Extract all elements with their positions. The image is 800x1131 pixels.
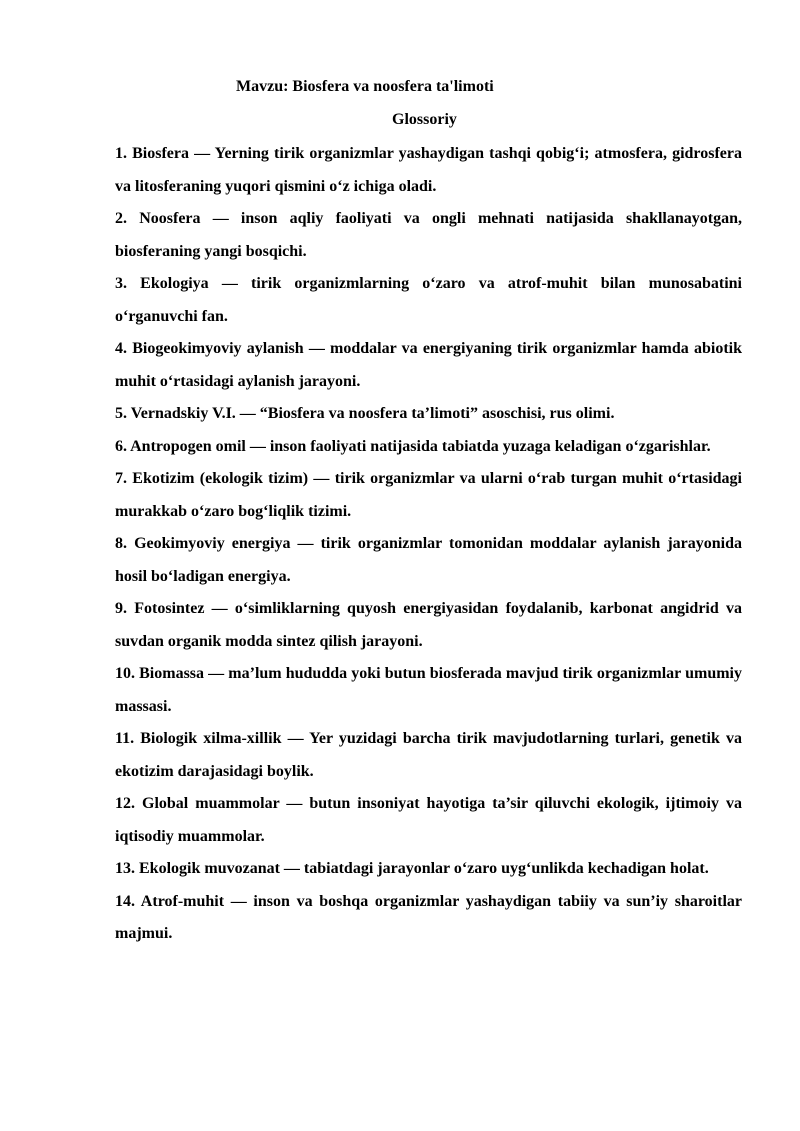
glossary-entry-vernadskiy: 5. Vernadskiy V.I. — “Biosfera va noosfera ta’limoti” asoschisi, rus olimi. <box>115 405 615 422</box>
glossary-entry-global-muammolar: 12. Global muammolar — butun insoniyat hayotiga ta’sir qiluvchi ekologik, ijtimoiy va iqtisodiy muammolar. <box>115 795 742 845</box>
glossary-entry-noosfera: 2. Noosfera — inson aqliy faoliyati va ongli mehnati natijasida shakllanayotgan, biosferaning yangi bosqichi. <box>115 210 742 260</box>
glossary-entry-biomassa: 10. Biomassa — ma’lum hududda yoki butun biosferada mavjud tirik organizmlar umumiy massasi. <box>115 665 742 715</box>
glossary-entry-antropogen-omil: 6. Antropogen omil — inson faoliyati natijasida tabiatda yuzaga keladigan o‘zgarishlar. <box>115 437 711 455</box>
glossary-list <box>115 138 742 951</box>
glossary-entry-atrof-muhit: 14. Atrof-muhit — inson va boshqa organizmlar yashaydigan tabiiy va sun’iy sharoitlar majmui. <box>115 892 742 942</box>
glossary-entry-biogeokimyoviy-aylanish: 4. Biogeokimyoviy aylanish — moddalar va energiyaning tirik organizmlar hamda abiotik muhit o‘rtasidagi aylanish jarayoni. <box>115 340 742 390</box>
glossary-entry-geokimyoviy-energiya: 8. Geokimyoviy energiya — tirik organizmlar tomonidan moddalar aylanish jarayonida hosil bo‘ladigan energiya. <box>115 535 742 585</box>
document-topic: Mavzu: Biosfera va noosfera ta'limoti <box>236 78 494 95</box>
glossary-entry-ekologiya: 3. Ekologiya — tirik organizmlarning o‘zaro va atrof-muhit bilan munosabatini o‘rganuvchi fan. <box>115 275 742 325</box>
glossary-entry-ekotizim: 7. Ekotizim (ekologik tizim) — tirik organizmlar va ularni o‘rab turgan muhit o‘rtasidagi murakkab o‘zaro bog‘liqlik tizimi. <box>115 470 742 520</box>
glossary-entry-fotosintez: 9. Fotosintez — o‘simliklarning quyosh energiyasidan foydalanib, karbonat angidrid va suvdan organik modda sintez qilish jarayoni. <box>115 600 742 650</box>
glossary-entry-biosfera: 1. Biosfera — Yerning tirik organizmlar yashaydigan tashqi qobig‘i; atmosfera, gidrosfera va litosferaning yuqori qismini o‘z ichiga oladi. <box>115 145 742 195</box>
glossary-entry-ekologik-muvozanat: 13. Ekologik muvozanat — tabiatdagi jarayonlar o‘zaro uyg‘unlikda kechadigan holat. <box>115 860 709 877</box>
glossary-entry-biologik-xilma-xillik: 11. Biologik xilma-xillik — Yer yuzidagi barcha tirik mavjudotlarning turlari, genetik va ekotizim darajasidagi boylik. <box>115 730 742 780</box>
glossary-title: Glossoriy <box>392 111 457 128</box>
